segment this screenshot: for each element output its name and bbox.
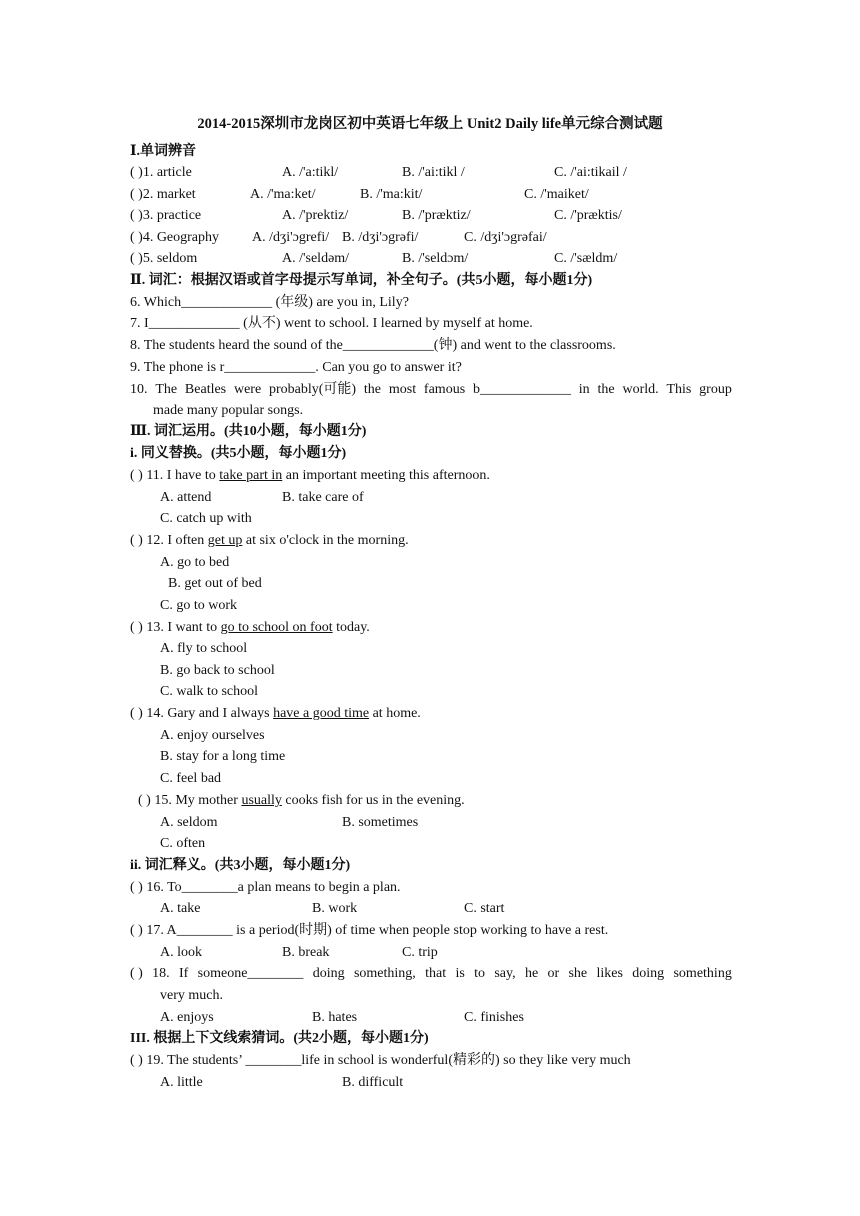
word: b_____________ — [472, 382, 571, 397]
question-6: 6. Which_____________ (年级) are you in, Lily? — [130, 295, 409, 310]
section-2-heading: Ⅱ. 词汇：根据汉语或首字母提示写单词，补全句子。(共5小题，每小题1分) — [130, 273, 593, 288]
word: something — [673, 966, 732, 981]
question-13 — [130, 617, 732, 638]
question-11 — [130, 465, 732, 486]
word: she — [568, 966, 588, 981]
question-5-option-b: B. /'seldɔm/ — [402, 251, 469, 266]
question-17: ( ) 17. A________ is a period(时期) of time when people stop working to have a rest. — [130, 923, 609, 938]
word: doing — [312, 966, 345, 981]
word: world. — [622, 382, 659, 397]
question-12-text-end: at six o'clock in the morning. — [242, 533, 409, 548]
question-12-option-a: A. go to bed — [160, 555, 230, 570]
question-11-option-c: C. catch up with — [160, 511, 252, 526]
word: If — [178, 966, 189, 981]
word: the — [597, 382, 615, 397]
question-19-option-a: A. little — [160, 1075, 203, 1090]
question-12-option-c: C. go to work — [160, 598, 237, 613]
question-5-stem: ( )5. seldom — [130, 251, 198, 266]
question-14-option-b: B. stay for a long time — [160, 749, 286, 764]
question-1-stem: ( )1. article — [130, 165, 192, 180]
word: most — [388, 382, 417, 397]
word: the — [363, 382, 382, 397]
question-10-line-1 — [130, 379, 732, 400]
question-2-stem: ( )2. market — [130, 187, 196, 202]
word: probably(可能) — [269, 382, 357, 397]
question-12-underlined: get up — [207, 533, 243, 548]
word: in — [578, 382, 590, 397]
question-16-option-c: C. start — [464, 901, 505, 916]
subsection-ii-heading: ii. 词汇释义。(共3小题，每小题1分) — [130, 858, 351, 873]
question-15 — [138, 790, 740, 811]
question-4-option-b: B. /dʒi'ɔgrəfi/ — [342, 230, 419, 245]
question-3-stem: ( )3. practice — [130, 208, 202, 223]
question-19-options — [130, 1072, 732, 1093]
question-2-option-b: B. /'ma:kit/ — [360, 187, 423, 202]
question-15-text-end: cooks fish for us in the evening. — [281, 793, 465, 808]
question-12-text: ( ) 12. I often — [130, 533, 208, 548]
question-13-option-b: B. go back to school — [160, 663, 275, 678]
word: Beatles — [184, 382, 227, 397]
question-4-stem: ( )4. Geography — [130, 230, 220, 245]
question-1-option-a: A. /'a:tikl/ — [282, 165, 339, 180]
question-15-text: ( ) 15. My mother — [138, 793, 242, 808]
word: group — [699, 382, 732, 397]
word: likes — [596, 966, 623, 981]
question-5 — [130, 248, 732, 269]
word: doing — [632, 966, 665, 981]
question-13-underlined: go to school on foot — [220, 620, 333, 635]
question-13-option-c: C. walk to school — [160, 684, 258, 699]
subsection-iii-heading: III. 根据上下文线索猜词。(共2小题，每小题1分) — [130, 1031, 429, 1046]
question-15-option-c: C. often — [160, 836, 206, 851]
question-16-option-b: B. work — [312, 901, 358, 916]
question-14-text: ( ) 14. Gary and I always — [130, 706, 274, 721]
question-18-line-1 — [130, 963, 732, 984]
question-14 — [130, 703, 732, 724]
question-1-option-b: B. /'ai:tikl / — [402, 165, 465, 180]
question-4-option-a: A. /dʒi'ɔgrefi/ — [252, 230, 330, 245]
question-14-text-end: at home. — [369, 706, 421, 721]
question-3-option-a: A. /'prektiz/ — [282, 208, 349, 223]
question-12 — [130, 530, 732, 551]
question-5-option-c: C. /'sældm/ — [554, 251, 618, 266]
question-1-option-c: C. /'ai:tikail / — [554, 165, 627, 180]
question-18-option-b: B. hates — [312, 1010, 358, 1025]
question-13-text-end: today. — [332, 620, 370, 635]
word: 10. — [130, 382, 148, 397]
question-11-underlined: take part in — [219, 468, 283, 483]
word: ( ) — [130, 966, 143, 981]
question-19: ( ) 19. The students’ ________life in school is wonderful(精彩的) so they like very much — [130, 1053, 631, 1068]
word: famous — [423, 382, 466, 397]
question-10-line-2: made many popular songs. — [153, 403, 304, 418]
word: were — [233, 382, 262, 397]
question-16-options — [130, 898, 732, 919]
question-18-options — [130, 1007, 732, 1028]
question-14-underlined: have a good time — [273, 706, 370, 721]
word: say, — [494, 966, 516, 981]
question-5-option-a: A. /'seldəm/ — [282, 251, 350, 266]
question-4-option-c: C. /dʒi'ɔgrəfai/ — [464, 230, 547, 245]
word: he — [524, 966, 539, 981]
question-1 — [130, 162, 732, 183]
word: someone________ — [197, 966, 304, 981]
word: This — [666, 382, 692, 397]
word: The — [155, 382, 178, 397]
question-15-underlined: usually — [241, 793, 282, 808]
question-17-option-a: A. look — [160, 945, 202, 960]
question-4 — [130, 227, 732, 248]
question-15-option-a: A. seldom — [160, 815, 218, 830]
question-13-option-a: A. fly to school — [160, 641, 248, 656]
question-3-option-b: B. /'præktiz/ — [402, 208, 471, 223]
question-15-options-ab — [130, 812, 732, 833]
question-16: ( ) 16. To________a plan means to begin a plan. — [130, 880, 401, 895]
word: or — [547, 966, 560, 981]
section-1-heading: Ⅰ.单词辨音 — [130, 144, 197, 159]
question-9: 9. The phone is r_____________. Can you go to answer it? — [130, 360, 462, 375]
word: to — [474, 966, 486, 981]
question-15-option-b: B. sometimes — [342, 815, 419, 830]
question-11-text: ( ) 11. I have to — [130, 468, 220, 483]
question-11-text-end: an important meeting this afternoon. — [282, 468, 490, 483]
word: something, — [353, 966, 416, 981]
question-3-option-c: C. /'præktis/ — [554, 208, 622, 223]
word: is — [455, 966, 465, 981]
question-17-options — [130, 942, 732, 963]
question-8: 8. The students heard the sound of the_____________(钟) and went to the classrooms. — [130, 338, 616, 353]
question-11-option-b: B. take care of — [282, 490, 364, 505]
question-3 — [130, 205, 732, 226]
question-18-option-a: A. enjoys — [160, 1010, 214, 1025]
question-16-option-a: A. take — [160, 901, 201, 916]
question-18-option-c: C. finishes — [464, 1010, 524, 1025]
question-13-text: ( ) 13. I want to — [130, 620, 221, 635]
page-title: 2014-2015深圳市龙岗区初中英语七年级上 Unit2 Daily life单元综合测试题 — [197, 116, 663, 132]
question-12-option-b: B. get out of bed — [168, 576, 262, 591]
question-2 — [130, 184, 732, 205]
section-3-heading: Ⅲ. 词汇运用。(共10小题，每小题1分) — [130, 424, 367, 439]
question-19-option-b: B. difficult — [342, 1075, 404, 1090]
question-17-option-c: C. trip — [402, 945, 438, 960]
word: 18. — [152, 966, 170, 981]
question-18-line-2: very much. — [160, 988, 223, 1003]
word: that — [425, 966, 447, 981]
subsection-i-heading: i. 同义替换。(共5小题，每小题1分) — [130, 446, 347, 461]
question-2-option-c: C. /'maiket/ — [524, 187, 589, 202]
question-14-option-c: C. feel bad — [160, 771, 222, 786]
question-2-option-a: A. /'ma:ket/ — [250, 187, 316, 202]
question-11-option-a: A. attend — [160, 490, 212, 505]
question-17-option-b: B. break — [282, 945, 330, 960]
question-7: 7. I_____________ (从不) went to school. I learned by myself at home. — [130, 316, 533, 331]
question-11-options-ab — [130, 487, 732, 508]
question-14-option-a: A. enjoy ourselves — [160, 728, 265, 743]
